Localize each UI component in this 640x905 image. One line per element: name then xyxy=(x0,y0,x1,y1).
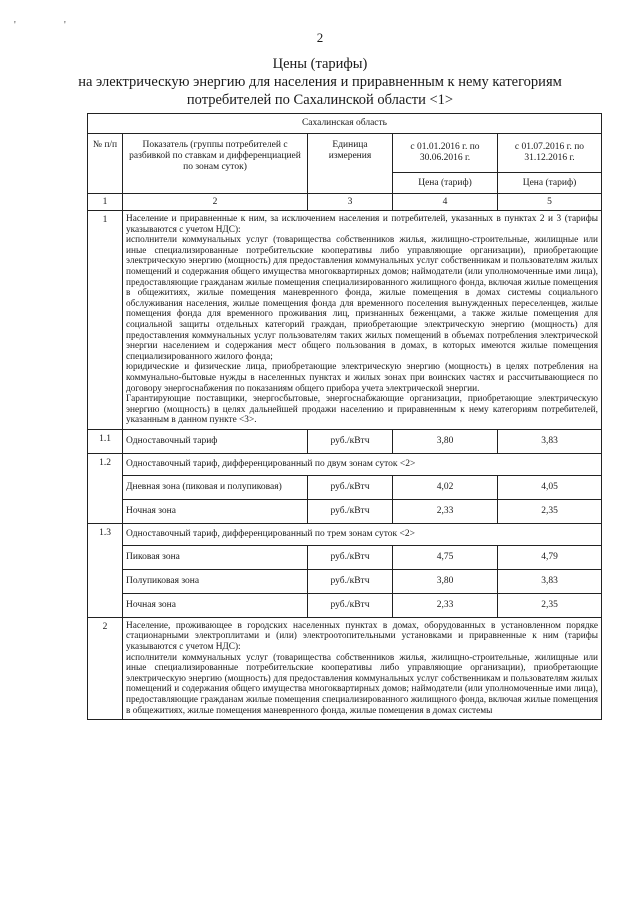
zone-label: Ночная зона xyxy=(123,499,308,523)
price-period-1: 3,80 xyxy=(393,429,498,453)
header-indicator: Показатель (группы потребителей с разбивкой по ставкам и дифференциацией по зонам суток) xyxy=(123,134,308,194)
tariff-label: Одноставочный тариф, дифференцированный по двум зонам суток <2> xyxy=(123,453,602,475)
price-period-2: 3,83 xyxy=(498,429,602,453)
tariff-label: Одноставочный тариф, дифференцированный по трем зонам суток <2> xyxy=(123,523,602,545)
price-period-2: 4,79 xyxy=(498,545,602,569)
header-price-2: Цена (тариф) xyxy=(498,173,602,194)
row-1-2 xyxy=(88,453,602,475)
row-1 xyxy=(88,211,602,430)
page-number: 2 xyxy=(316,30,324,45)
col-number: 3 xyxy=(308,194,393,211)
price-period-2: 3,83 xyxy=(498,569,602,593)
scan-mark-left: ' xyxy=(14,20,16,31)
zone-row xyxy=(88,593,602,617)
paragraph: исполнители коммунальных услуг (товарищества собственников жилья, жилищно-строительные, жилищные или иные специализированные потребительские кооперативы либо управляющие организации), приобретающие электрическую энергию (мощность) для предоставления коммунальных услуг собственникам и пользователям жилых помещений и содержания общего имущества многоквартирных домов; наймодатели (или уполномоченные ими лица), предоставляющие гражданам жилые помещения специализированного жилищного фонда, включая жилые помещения в общежитиях, жилые помещения маневренного фонда, жилые помещения в домах системы xyxy=(126,652,598,716)
zone-label: Дневная зона (пиковая и полупиковая) xyxy=(123,475,308,499)
zone-label: Ночная зона xyxy=(123,593,308,617)
unit-cell: руб./кВтч xyxy=(308,499,393,523)
scan-mark-right: ' xyxy=(64,20,66,31)
row-2-description xyxy=(123,617,602,719)
zone-label: Полупиковая зона xyxy=(123,569,308,593)
paragraph: Население и приравненные к ним, за исключением населения и потребителей, указанных в пунктах 2 и 3 (тарифы указываются с учетом НДС): xyxy=(126,214,598,235)
paragraph: Гарантирующие поставщики, энергосбытовые, энергоснабжающие организации, приобретающие электрическую энергию (мощность) в целях дальнейшей продажи населению и приравненным к нему категориям потребителей, указанным в данном пункте <3>. xyxy=(126,394,598,426)
title-line-1: Цены (тарифы) xyxy=(272,56,368,72)
tariff-label: Одноставочный тариф xyxy=(123,429,308,453)
unit-cell: руб./кВтч xyxy=(308,475,393,499)
title-line-2: на электрическую энергию для населения и приравненным к нему категориям xyxy=(78,74,562,90)
row-number: 1.3 xyxy=(88,523,123,617)
row-1-3 xyxy=(88,523,602,545)
row-1-description xyxy=(123,211,602,430)
paragraph: исполнители коммунальных услуг (товарищества собственников жилья, жилищно-строительные, жилищные или иные специализированные потребительские кооперативы либо управляющие организации), приобретающие электрическую энергию (мощность) для предоставления коммунальных услуг собственникам и пользователям жилых помещений и содержания общего имущества многоквартирных домов; наймодатели (или уполномоченные ими лица), предоставляющие гражданам жилые помещения специализированного жилищного фонда, включая жилые помещения в общежитиях, жилые помещения маневренного фонда, жилые помещения в домах системы социального обслуживания населения, жилые помещения фонда для временного поселения вынужденных переселенцев, жилые помещения фонда для временного проживания лиц, признанных беженцами, а также жилые помещения для социальной защиты отдельных категорий граждан, приобретающие электрическую энергию (мощность) для предоставления коммунальных услуг пользователям таких жилых помещений в объемах потребления электрической энергии населением и содержания мест общего пользования в домах, в которых имеются жилые помещения специализированного жилого фонда; xyxy=(126,235,598,362)
price-period-2: 4,05 xyxy=(498,475,602,499)
header-price-1: Цена (тариф) xyxy=(393,173,498,194)
zone-row xyxy=(88,545,602,569)
region-row xyxy=(88,114,602,134)
price-period-1: 3,80 xyxy=(393,569,498,593)
unit-cell: руб./кВтч xyxy=(308,545,393,569)
header-period-1: с 01.01.2016 г. по 30.06.2016 г. xyxy=(393,134,498,173)
unit-cell: руб./кВтч xyxy=(308,593,393,617)
row-2 xyxy=(88,617,602,719)
price-period-1: 4,75 xyxy=(393,545,498,569)
page-title xyxy=(0,55,640,109)
row-number: 1 xyxy=(88,211,123,430)
price-period-1: 2,33 xyxy=(393,499,498,523)
unit-cell: руб./кВтч xyxy=(308,429,393,453)
price-period-2: 2,35 xyxy=(498,593,602,617)
price-period-1: 2,33 xyxy=(393,593,498,617)
row-number: 1.2 xyxy=(88,453,123,523)
zone-row xyxy=(88,569,602,593)
header-period-2: с 01.07.2016 г. по 31.12.2016 г. xyxy=(498,134,602,173)
col-number: 2 xyxy=(123,194,308,211)
col-number: 4 xyxy=(393,194,498,211)
zone-row xyxy=(88,499,602,523)
row-1-1 xyxy=(88,429,602,453)
row-number: 1.1 xyxy=(88,429,123,453)
col-number: 5 xyxy=(498,194,602,211)
col-number: 1 xyxy=(88,194,123,211)
zone-label: Пиковая зона xyxy=(123,545,308,569)
row-number: 2 xyxy=(88,617,123,719)
header-row xyxy=(88,134,602,173)
paragraph: Население, проживающее в городских населенных пунктах в домах, оборудованных в установленном порядке стационарными электроплитами и (или) электроотопительными установками и приравненные к ним (тарифы указываются с учетом НДС): xyxy=(126,620,598,653)
price-period-1: 4,02 xyxy=(393,475,498,499)
header-num: № п/п xyxy=(88,134,123,194)
header-unit: Единица измерения xyxy=(308,134,393,194)
title-line-3: потребителей по Сахалинской области <1> xyxy=(186,92,454,108)
paragraph: юридические и физические лица, приобретающие электрическую энергию (мощность) в целях потребления на коммунально-бытовые нужды в населенных пунктах и жилых зонах при воинских частях и рассчитывающиеся по договору энергоснабжения по показаниям общего прибора учета электрической энергии. xyxy=(126,362,598,394)
zone-row xyxy=(88,475,602,499)
region-cell: Сахалинская область xyxy=(88,114,602,134)
unit-cell: руб./кВтч xyxy=(308,569,393,593)
tariff-table xyxy=(87,113,602,720)
price-period-2: 2,35 xyxy=(498,499,602,523)
column-numbers-row xyxy=(88,194,602,211)
